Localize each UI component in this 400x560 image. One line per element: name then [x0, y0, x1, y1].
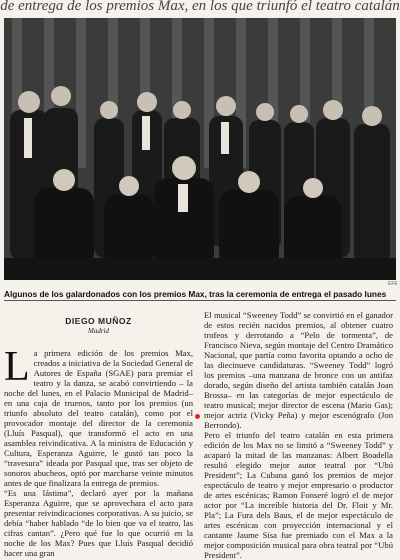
paragraph: Pero el triunfo del teatro catalán en esta primera edición de los Max no se limitó a “Sweeney Todd” y acaparó la mitad de las manzanas: Albert Boadella resultó elegido mejor autor teatral por “Ubú President”; La Cubana ganó los premios de mejor espectáculo de teatro y mejor empresario o productor de artes escénicas; Ramon Fonseré logró el de mejor actor por “La increíble historia del Dr. Floit y Mr. Pla”; La Fura dels Baus, el de mejor espectáculo de artes escénicas con proyección internacional y el cantante Jaume Sisa fue premiado con el Max a la mejor composición musical para obra teatral por “Ubú President”. — [204, 430, 393, 560]
byline: DIEGO MUÑOZ — [65, 316, 132, 326]
group-photo-figures — [4, 18, 396, 280]
photo-caption: Algunos de los galardonados con los premios Max, tras la ceremonia de entrega el pasado lunes — [4, 289, 387, 299]
paragraph: a primera edición de los premios Max, creados a iniciativa de la Sociedad General de Autores de España (SGAE) para premiar el teatro y la danza, se acabó convirtiendo – la noche del lunes, en el Palacio Municipal de Madrid– en una caja de truenos, tanto por los premios (un triunfo absoluto del teatro catalán), como por el provocador montaje del director de la ceremonia (Lluís Pasqual), que transformó el acto en una asamblea reivindicativa. A la ministra de Educación y Cultura, Esperanza Aguirre, le gustó tan poco la “travesura” ideada por Pasqual que, tras ser objeto de sonoros abucheos, optó por marcharse veinte minutos antes de que finalizara la entrega de premios. — [4, 348, 193, 488]
article-column-right — [204, 310, 393, 560]
paragraph: “Es una lástima”, declaró ayer por la mañana Esperanza Aguirre, que se aprovechara el acto para presentar reivindicaciones corporativas. A su juicio, se debía “haber hablado “de lo bien que va el teatro, las cifras cantan”. ¿Pero qué fue lo que ocurrió en la noche de los Max? Pues que Lluís Pasqual decidió hacer una gran — [4, 488, 193, 558]
dateline: Madrid — [88, 327, 109, 335]
drop-cap: L — [4, 344, 30, 390]
caption-divider — [4, 300, 396, 301]
photo-credit: EFE — [388, 281, 398, 287]
group-photo — [4, 18, 396, 280]
paragraph: El musical “Sweeney Todd” se convirtió en el ganador de estos recién nacidos premios, al obtener cuatro trofeos y derrotando a “Pelo de tormenta”, de Francisco Nieva, según montaje del Centro Dramático Nacional, que partía como favorita optando a ocho de las diecinueve candidaturas. “Sweeney Todd” logró los premios –una manzana de bronce con un antifaz dorado, según diseño del artista también catalán Joan Brossa– en las categorías de mejor espectáculo de teatro musical; mejor director de escena (Mario Gas); mejor actriz (Vicky Peña) y mejor escenógrafo (Jon Berrondo). — [204, 310, 393, 430]
red-dot-marker — [195, 414, 200, 419]
headline: de entrega de los premios Max, en los que triunfó el teatro catalán — [0, 0, 400, 14]
article-column-left — [4, 312, 193, 558]
